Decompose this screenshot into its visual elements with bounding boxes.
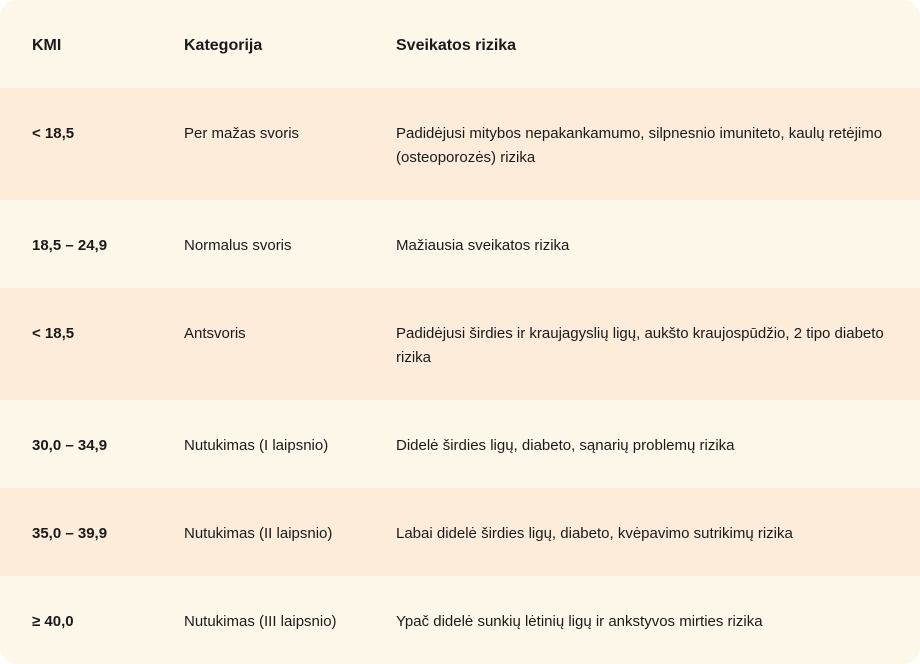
risk-cell: Mažiausia sveikatos rizika: [396, 237, 570, 254]
category-cell: Nutukimas (I laipsnio): [184, 437, 329, 454]
kmi-cell: 30,0 – 34,9: [32, 437, 108, 454]
table-row: [0, 576, 920, 664]
table-row: [0, 488, 920, 576]
category-cell: Nutukimas (III laipsnio): [184, 613, 337, 630]
risk-cell: Ypač didelė sunkių lėtinių ligų ir ankstyvos mirties rizika: [396, 613, 763, 630]
kmi-cell: 18,5 – 24,9: [32, 237, 108, 254]
kmi-cell: < 18,5: [32, 325, 75, 342]
category-cell: Normalus svoris: [184, 237, 292, 254]
risk-cell: Didelė širdies ligų, diabeto, sąnarių problemų rizika: [396, 437, 735, 454]
risk-cell: Padidėjusi širdies ir kraujagyslių ligų, aukšto kraujospūdžio, 2 tipo diabeto rizika: [396, 325, 884, 366]
kmi-cell: ≥ 40,0: [32, 613, 74, 630]
risk-cell: Padidėjusi mitybos nepakankamumo, silpnesnio imuniteto, kaulų retėjimo (osteoporozės) rizika: [396, 125, 883, 166]
risk-cell: Labai didelė širdies ligų, diabeto, kvėpavimo sutrikimų rizika: [396, 525, 793, 542]
header-category: Kategorija: [184, 37, 263, 54]
category-cell: Antsvoris: [184, 325, 246, 342]
kmi-cell: < 18,5: [32, 125, 75, 142]
category-cell: Per mažas svoris: [184, 125, 300, 142]
table-row: [0, 88, 920, 200]
kmi-cell: 35,0 – 39,9: [32, 525, 108, 542]
table-row: [0, 200, 920, 288]
header-risk: Sveikatos rizika: [396, 37, 517, 54]
category-cell: Nutukimas (II laipsnio): [184, 525, 333, 542]
table-row: [0, 288, 920, 400]
table-header-row: [0, 0, 920, 88]
table-row: [0, 400, 920, 488]
header-kmi: KMI: [32, 37, 62, 54]
